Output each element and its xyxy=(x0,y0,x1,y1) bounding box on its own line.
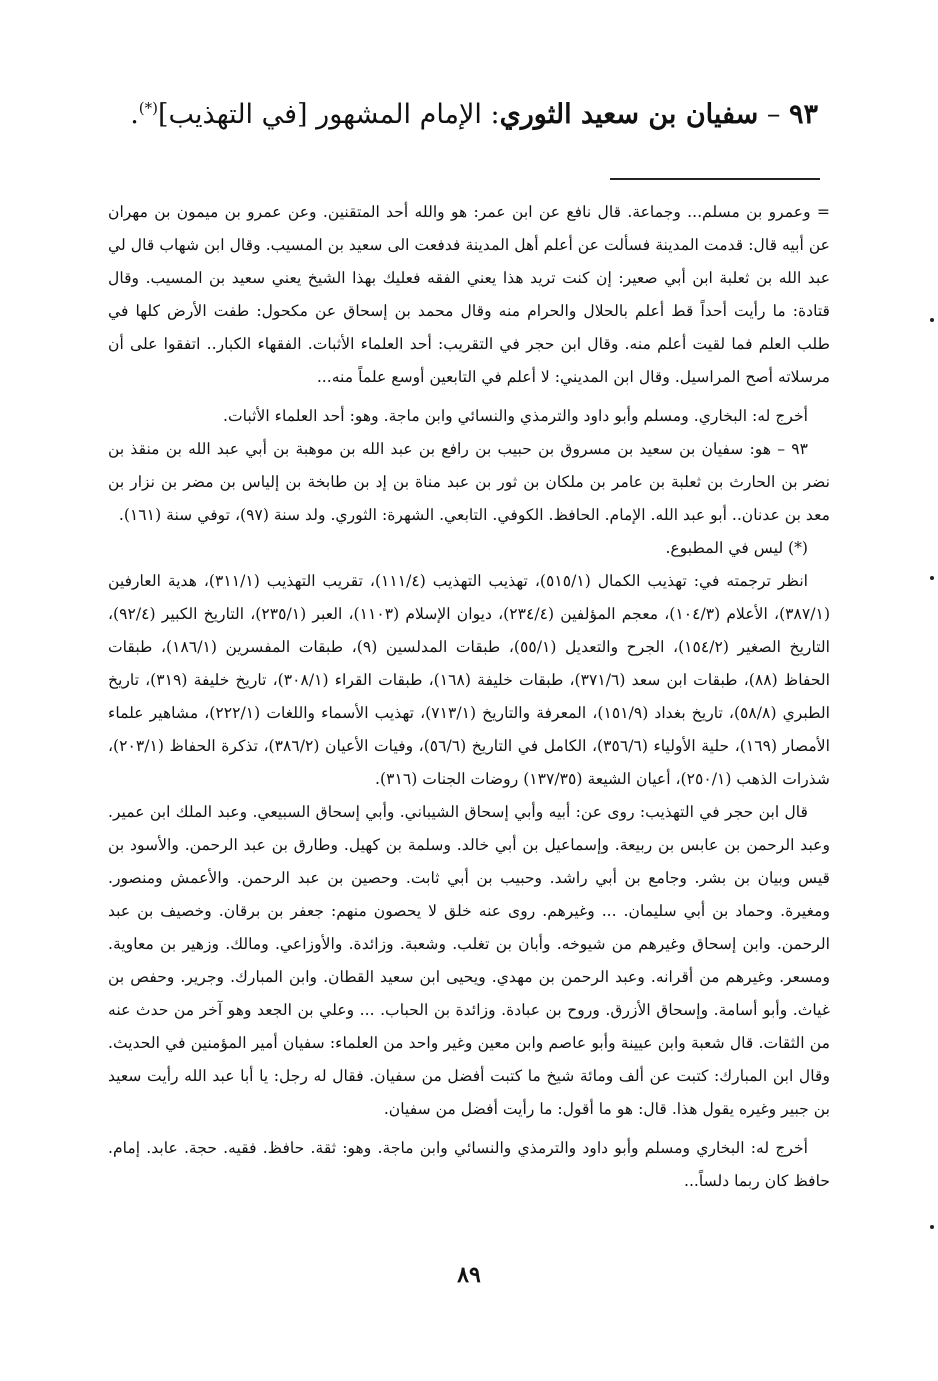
footnote-divider xyxy=(610,178,820,180)
entry-dash: – xyxy=(758,99,789,130)
entry-heading xyxy=(98,88,818,135)
entry-number: ٩٣ xyxy=(788,99,818,130)
footnote-not-printed: (*) ليس في المطبوع. xyxy=(665,539,808,557)
footnote-biography: ٩٣ – هو: سفيان بن سعيد بن مسروق بن حبيب بن رافع بن عبد الله بن موهبة بن أبي عبد الله بن منقذ بن نضر بن الحارث بن ثعلبة بن عامر بن ملكان بن ثور بن عبد مناة بن إد بن طابخة بن إلياس بن مضر بن نزار بن معد بن عدنان.. أبو عبد الله. الإمام. الحافظ. الكوفي. التابعي. الشهرة: الثوري. ولد سنة (٩٧)، توفي سنة (١٦١). xyxy=(108,440,830,524)
margin-mark xyxy=(930,576,934,580)
footnotes xyxy=(108,196,830,1198)
footnote-sources: انظر ترجمته في: تهذيب الكمال (٥١٥/١)، تهذيب التهذيب (١١١/٤)، تقريب التهذيب (٣١١/١)، هدية العارفين (٣٨٧/١)، الأعلام (١٠٤/٣)، معجم المؤلفين (٢٣٤/٤)، ديوان الإسلام (١١٠٣)، العبر (٢٣٥/١)، التاريخ الكبير (٩٢/٤)، التاريخ الصغير (١٥٤/٢)، الجرح والتعديل (٥٥/١)، طبقات المدلسين (٩)، طبقات المفسرين (١٨٦/١)، طبقات الحفاظ (٨٨)، طبقات ابن سعد (٣٧١/٦)، طبقات خليفة (١٦٨)، طبقات القراء (٣٠٨/١)، تاريخ خليفة (٣١٩)، تاريخ الطبري (٥٨/٨)، تاريخ بغداد (١٥١/٩)، المعرفة والتاريخ (٧١٣/١)، تهذيب الأسماء واللغات (٢٢٢/١)، مشاهير علماء الأمصار (١٦٩)، حلية الأولياء (٣٥٦/٦)، الكامل في التاريخ (٥٦/٦)، وفيات الأعيان (٣٨٦/٢)، تذكرة الحفاظ (٢٠٣/١)، شذرات الذهب (٢٥٠/١)، أعيان الشيعة (١٣٧/٣٥) روضات الجنات (٣١٦). xyxy=(108,572,831,788)
margin-mark xyxy=(930,318,934,322)
footnote-takhrij-2: أخرج له: البخاري ومسلم وأبو داود والترمذي والنسائي وابن ماجة. وهو: ثقة. حافظ. فقيه. حجة. عابد. إمام. حافظ كان ربما دلساً... xyxy=(108,1139,830,1190)
entry-end: . xyxy=(130,99,139,130)
footnote-takhrij-1: أخرج له: البخاري. ومسلم وأبو داود والترمذي والنسائي وابن ماجة. وهو: أحد العلماء الأثبات. xyxy=(223,407,808,425)
entry-name: سفيان بن سعيد الثوري xyxy=(499,99,759,130)
page-number: ٨٩ xyxy=(457,1262,481,1288)
footnote-narration: قال ابن حجر في التهذيب: روى عن: أبيه وأبي إسحاق الشيباني. وأبي إسحاق السبيعي. وعبد الملك ابن عمير. وعبد الرحمن بن عابس بن ربيعة. وإسماعيل بن أبي خالد. وسلمة بن كهيل. وطارق بن عبد الرحمن. والأسود بن قيس وبيان بن بشر. وجامع بن أبي راشد. وحبيب بن أبي ثابت. وحصين بن عبد الرحمن. والأعمش ومنصور. ومغيرة. وحماد بن أبي سليمان. ... وغيرهم. روى عنه خلق لا يحصون منهم: جعفر بن برقان. وخصيف بن عبد الرحمن. وابن إسحاق وغيرهم من شيوخه. وأبان بن تغلب. وشعبة. وزائدة. والأوزاعي. ومالك. وزهير بن معاوية. ومسعر. وغيرهم من أقرانه. وعبد الرحمن بن مهدي. ويحيى ابن سعيد القطان. وابن المبارك. وجرير. وحفص بن غياث. وأبو أسامة. وإسحاق الأزرق. وروح بن عبادة. وزائدة بن الحباب. ... وعلي بن الجعد وهو آخر من حدث عنه من الثقات. قال شعبة وابن عيينة وأبو عاصم وابن معين وغير واحد من العلماء: سفيان أمير المؤمنين في الحديث. وقال ابن المبارك: كتبت عن ألف ومائة شيخ ما كتبت أفضل من سفيان. فقال له رجل: يا أبا عبد الله رأيت سعيد بن جبير وغيره يقول هذا. قال: هو ما أقول: ما رأيت أفضل من سفيان. xyxy=(108,803,830,1118)
entry-description: : الإمام المشهور [في التهذيب] xyxy=(158,99,500,130)
margin-mark xyxy=(930,1225,934,1229)
footnote-continuation: = وعمرو بن مسلم... وجماعة. قال نافع عن ابن عمر: هو والله أحد المتقنين. وعن عمرو بن ميمون بن مهران عن أبيه قال: قدمت المدينة فسألت عن أعلم أهل المدينة فدفعت الى سعيد بن المسيب. وقال ابن شهاب قال لي عبد الله بن ثعلبة ابن أبي صعير: إن كنت تريد هذا يعني الفقه فعليك بهذا الشيخ يعني سعيد بن المسيب. وقال قتادة: ما رأيت أحداً قط أعلم بالحلال والحرام منه وقال محمد بن إسحاق عن مكحول: طفت الأرض كلها في طلب العلم فما لقيت أعلم منه. وقال ابن حجر في التقريب: أحد العلماء الأثبات. الفقهاء الكبار.. اتفقوا على أن مرسلاته أصح المراسيل. وقال ابن المديني: لا أعلم في التابعين أوسع علماً منه... xyxy=(108,203,830,386)
footnote-marker: (*) xyxy=(138,99,158,117)
